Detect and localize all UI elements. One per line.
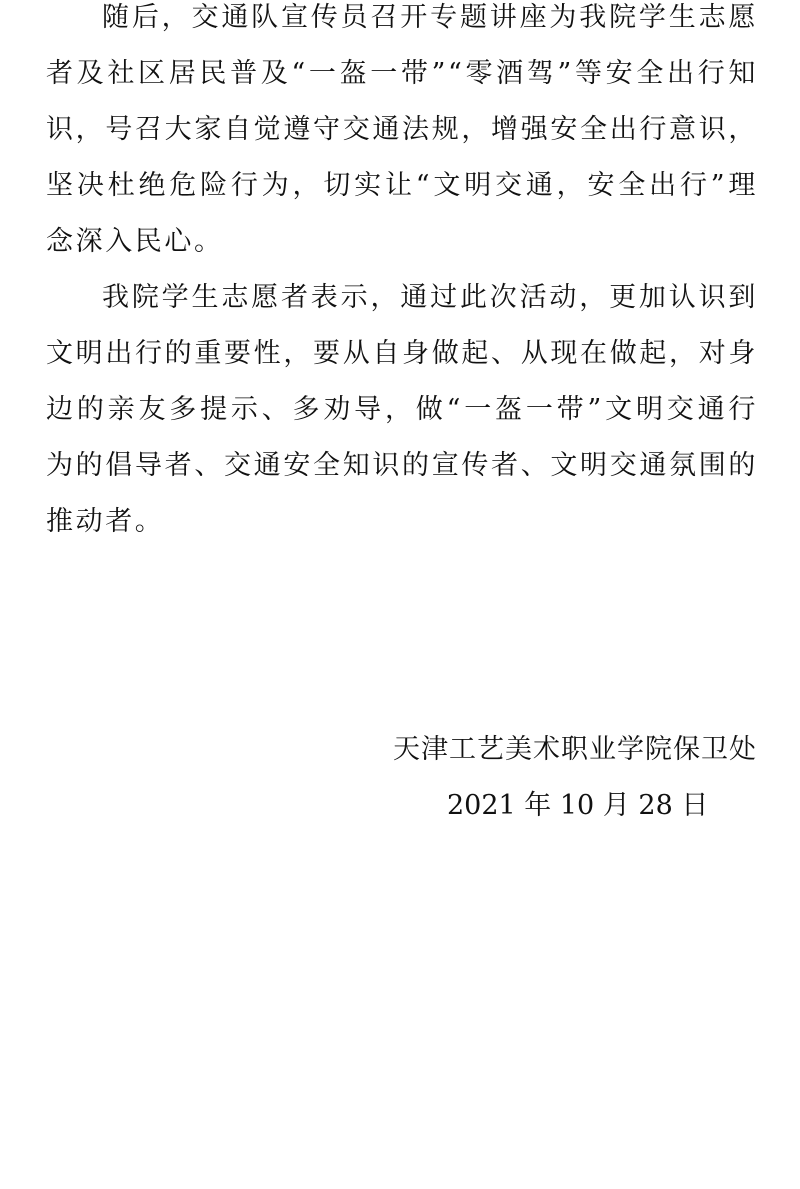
paragraph-lecture: 随后，交通队宣传员召开专题讲座为我院学生志愿者及社区居民普及“一盔一带”“零酒驾”等安全出行知识，号召大家自觉遵守交通法规，增强安全出行意识，坚决杜绝危险行为，切实让“文明交通，安全出行”理念深入民心。 bbox=[46, 2, 758, 257]
body-text bbox=[46, 0, 758, 550]
paragraph-volunteers: 我院学生志愿者表示，通过此次活动，更加认识到文明出行的重要性，要从自身做起、从现在做起，对身边的亲友多提示、多劝导，做“一盔一带”文明交通行为的倡导者、交通安全知识的宣传者、文明交通氛围的推动者。 bbox=[46, 282, 758, 537]
signature-date: 2021 年 10 月 28 日 bbox=[447, 790, 709, 821]
signature-organization: 天津工艺美术职业学院保卫处 bbox=[393, 734, 757, 765]
